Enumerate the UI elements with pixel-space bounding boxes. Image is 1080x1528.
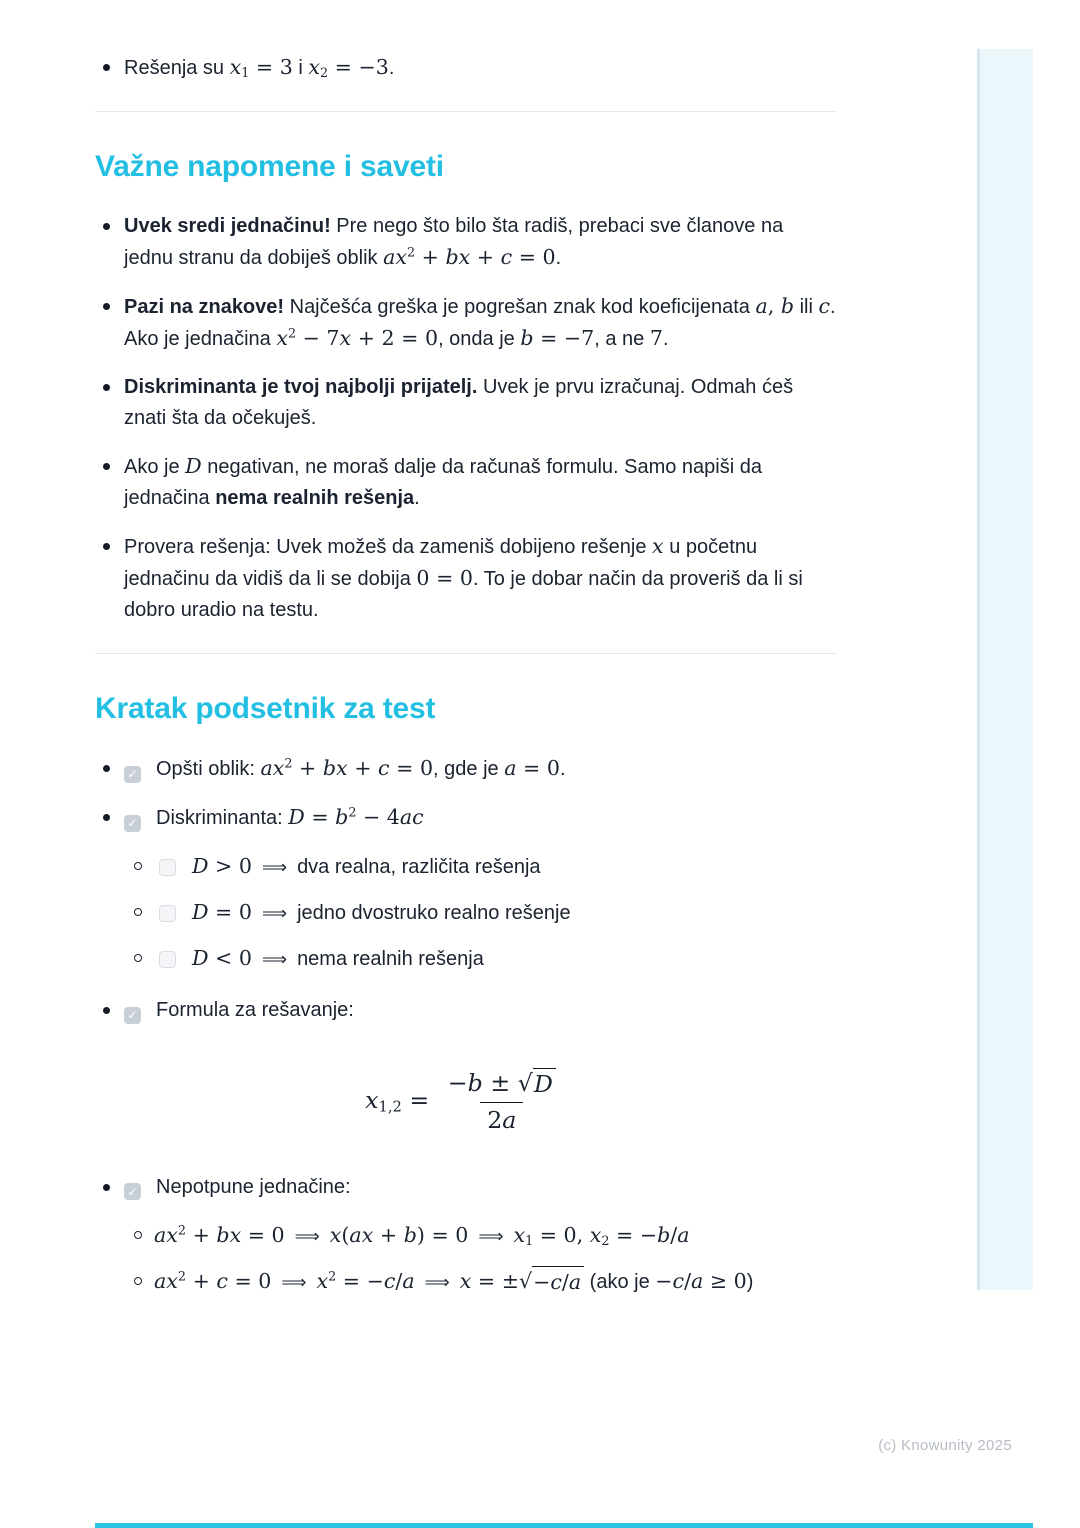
bullet-dot [103,463,110,470]
bullet-dot [103,64,110,71]
implies-arrow-icon: ⟹ [478,1226,504,1247]
implies-arrow-icon: ⟹ [261,904,288,924]
copyright-footer: (c) Knowunity 2025 [878,1437,1012,1454]
bullet-dot [103,765,110,772]
square-root: √ D [518,1068,556,1100]
section-divider [95,111,837,112]
checklist-sub-item [95,897,837,929]
inline-math: $ax^2$ + bx + c = 0 [260,756,434,780]
note-text: Diskriminanta je tvoj najbolji prijatelj. Uvek je prvu izračunaj. Odmah ćeš znati šta da očekuješ. [124,376,794,429]
sub-item-text: D = 0 ⟹ jedno dvostruko realno rešenje [192,900,571,924]
note-item [95,451,837,514]
note-item [95,372,837,434]
formula-display: $x_{1,2}$ = −b ± √ D 2a [95,1068,837,1136]
note-text: Uvek sredi jednačinu! Pre nego što bilo šta radiš, prebaci sve članove na jednu stranu da dobiješ oblik $ax^2$ + bx + c = 0. [124,215,784,269]
bullet-dot [103,223,110,230]
bold-text: Uvek sredi jednačinu! [124,215,331,237]
implies-arrow-icon: ⟹ [281,1272,307,1293]
inline-math: a, b [755,294,795,318]
bullet-dot [103,303,110,310]
inline-math: D = 0 ⟹ [192,900,288,924]
sub-item-text: $ax^2 + c = 0$ ⟹ $x^2 = -c/a$ ⟹ x = ± √ −c/a (ako je −c/a ≥ 0) [154,1271,753,1293]
checklist-item [95,753,837,785]
circle-bullet [134,1231,142,1239]
note-text: Provera rešenja: Uvek možeš da zameniš dobijeno rešenje x u početnu jednačinu da vidiš da li se dobija 0 = 0. To je dobar način da proveriš da li si dobro uradio na testu. [124,534,803,621]
inline-math: $ax^2 + c = 0$ ⟹ $x^2 = -c/a$ ⟹ x = ± √ −c/a [154,1269,584,1293]
unchecked-checkbox-icon [159,951,176,968]
unchecked-checkbox-icon [159,859,176,876]
page-content [95,0,837,1318]
section-title-reminder: Kratak podsetnik za test [95,692,436,725]
inline-math: $x_2 = -3$ [308,55,389,82]
inline-math: $ax^2$ + bx = 0 ⟹ x(ax + b) = 0 ⟹ $x_1 = 0$, $x_2 = -b/a$ [154,1222,690,1249]
inline-math: a = 0 [504,756,560,780]
checked-checkbox-icon: ✓ [124,1007,141,1024]
inline-math: b = −7 [520,326,595,350]
circle-bullet [134,908,142,916]
inline-math: $D = b^2 - 4ac$ [288,805,424,829]
note-text: Pazi na znakove! Najčešća greška je pogrešan znak kod koeficijenata a, b ili c. Ako je jednačina $x^2 - 7x + 2 = 0$, onda je b = −7, a ne 7. [124,294,836,350]
note-item [95,52,837,84]
checklist-item-text: Diskriminanta: $D = b^2 - 4ac$ [156,805,424,829]
section-title-notes: Važne napomene i saveti [95,150,444,183]
sub-item-text: D < 0 ⟹ nema realnih rešenja [192,946,484,970]
checklist-item [95,802,837,834]
bullet-dot [103,384,110,391]
checklist [95,753,837,1298]
bold-text: Diskriminanta je tvoj najbolji prijatelj. [124,376,478,398]
sub-item-text: D > 0 ⟹ dva realna, različita rešenja [192,854,541,878]
inline-math: 0 = 0 [416,566,473,590]
bullet-dot [103,1184,110,1191]
note-text: Rešenja su $x_1 = 3$ i $x_2 = -3$. [124,55,395,82]
intro-list [95,52,837,84]
implies-arrow-icon: ⟹ [261,858,288,878]
fraction: −b ± √ D 2a [441,1068,563,1136]
section-divider [95,653,837,654]
inline-math: D < 0 ⟹ [192,946,288,970]
bottom-accent-bar [95,1523,1033,1528]
side-highlight-strip [977,49,1033,1290]
inline-math: $x_1 = 3$ [229,55,293,82]
inline-math: c [818,294,831,318]
checklist-item-text: Opšti oblik: $ax^2$ + bx + c = 0, gde je a = 0. [156,756,566,780]
checked-checkbox-icon: ✓ [124,815,141,832]
implies-arrow-icon: ⟹ [424,1272,450,1293]
checklist-sub-item [95,851,837,883]
bold-text: nema realnih rešenja [215,487,415,509]
checked-checkbox-icon: ✓ [124,1183,141,1200]
unchecked-checkbox-icon [159,905,176,922]
inline-math: $ax^2$ + bx + c = 0 [383,245,556,269]
inline-math: −c/a ≥ 0 [655,1268,747,1293]
bold-text: Pazi na znakove! [124,296,285,318]
checklist-sub-item [95,1220,837,1252]
checklist-sub-item [95,943,837,975]
checklist-item [95,995,837,1026]
square-root: √ −c/a [519,1266,584,1297]
checked-checkbox-icon: ✓ [124,766,141,783]
circle-bullet [134,1277,142,1285]
circle-bullet [134,862,142,870]
inline-math: D [185,454,202,478]
bullet-dot [103,814,110,821]
bullet-dot [103,1007,110,1014]
note-text: Ako je D negativan, ne moraš dalje da računaš formulu. Samo napiši da jednačina nema realnih rešenja. [124,454,762,509]
checklist-item [95,1172,837,1203]
note-item [95,211,837,274]
bullet-dot [103,543,110,550]
note-item [95,291,837,355]
notes-list [95,211,837,626]
note-item [95,531,837,626]
circle-bullet [134,954,142,962]
sub-item-text [154,1222,690,1249]
checklist-item-text: Nepotpune jednačine: [156,1175,351,1198]
implies-arrow-icon: ⟹ [261,950,288,970]
inline-math: D > 0 ⟹ [192,854,288,878]
inline-math: $x^2 - 7x + 2 = 0$ [276,326,439,350]
checklist-sub-item [95,1266,837,1298]
inline-math: 7 [649,326,663,350]
implies-arrow-icon: ⟹ [294,1226,320,1247]
inline-math: x [652,534,664,558]
checklist-item-text: Formula za rešavanje: [156,999,354,1021]
